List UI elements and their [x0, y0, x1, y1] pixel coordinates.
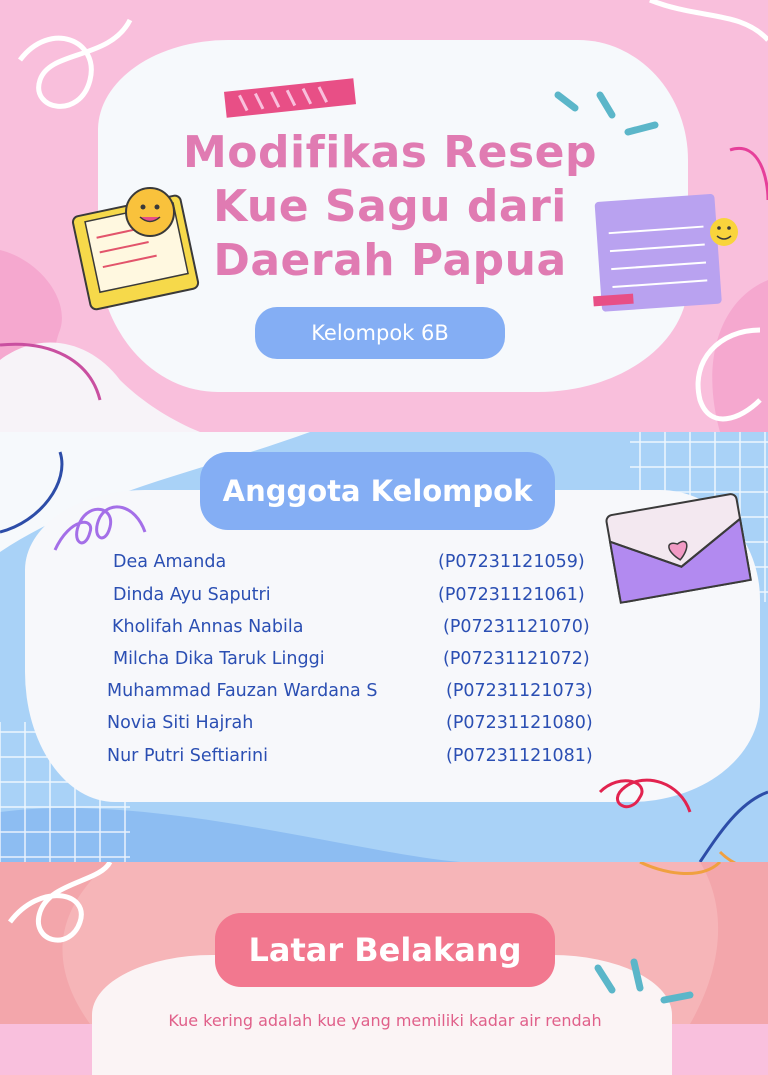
blob-shape — [690, 862, 768, 1024]
blob-shape — [0, 862, 110, 1024]
background-text: Kue kering adalah kue yang memiliki kadar air rendah — [168, 1011, 602, 1030]
red-squiggle — [600, 780, 690, 812]
slide-title — [0, 0, 768, 432]
member-id: (P07231121059) — [438, 552, 585, 572]
member-id: (P07231121080) — [446, 713, 593, 733]
member-id: (P07231121070) — [443, 617, 590, 637]
member-name: Milcha Dika Taruk Linggi — [113, 649, 325, 669]
title-line-1: Modifikas Resep — [182, 127, 598, 178]
members-heading: Anggota Kelompok — [200, 452, 555, 530]
smiley-icon — [710, 218, 738, 246]
member-name: Dea Amanda — [113, 552, 227, 572]
member-name: Dinda Ayu Saputri — [113, 585, 271, 605]
member-id: (P07231121072) — [443, 649, 590, 669]
member-name: Kholifah Annas Nabila — [112, 617, 304, 637]
tape-sticker — [224, 78, 356, 117]
presentation-title — [150, 126, 630, 288]
group-badge: Kelompok 6B — [255, 307, 505, 359]
purple-squiggle — [55, 507, 145, 550]
member-id: (P07231121081) — [446, 746, 593, 766]
member-id: (P07231121073) — [446, 681, 593, 701]
envelope-icon — [606, 493, 751, 603]
member-id: (P07231121061) — [438, 585, 585, 605]
title-line-3: Daerah Papua — [213, 235, 567, 286]
title-line-2: Kue Sagu dari — [213, 181, 567, 232]
member-name: Novia Siti Hajrah — [107, 713, 254, 733]
member-name: Muhammad Fauzan Wardana S — [107, 681, 378, 701]
member-name: Nur Putri Seftiarini — [107, 746, 268, 766]
background-heading: Latar Belakang — [215, 913, 555, 987]
